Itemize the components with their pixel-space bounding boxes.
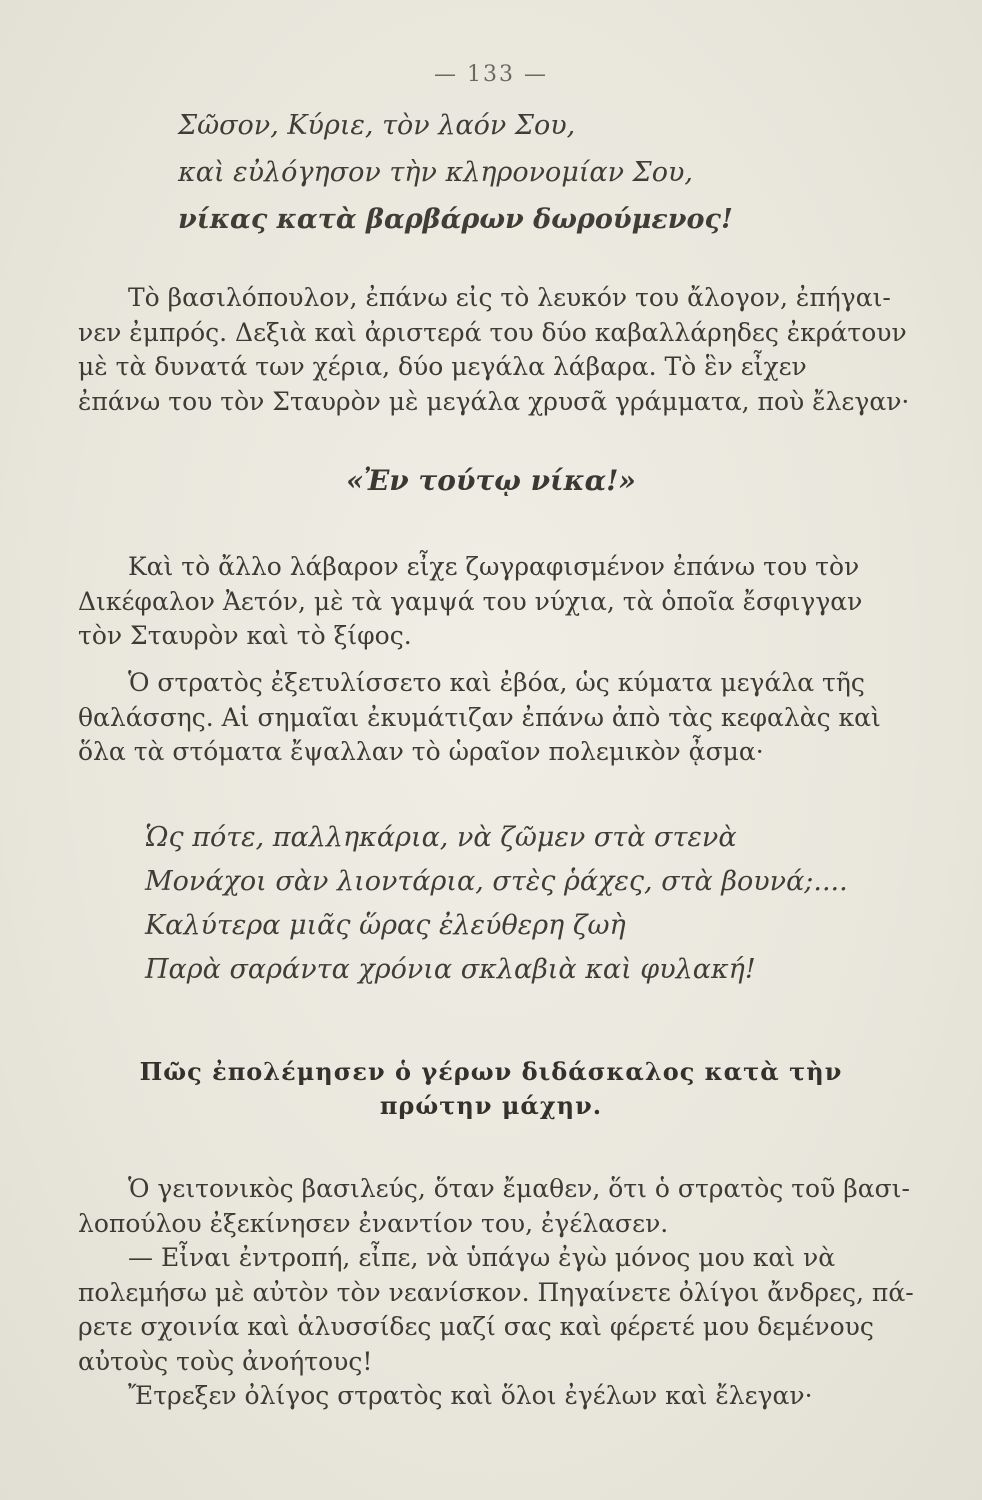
paragraph-line: ρετε σχοινία καὶ ἁλυσσίδες μαζί σας καὶ φέρετέ μου δεμένους (78, 1312, 874, 1341)
paragraph (78, 550, 932, 654)
paragraph-line: θαλάσσης. Αἱ σημαῖαι ἐκυμάτιζαν ἐπάνω ἀπὸ τὰς κεφαλὰς καὶ (78, 702, 881, 732)
hymn-line: Σῶσον, Κύριε, τὸν λαόν Σου, (178, 110, 576, 141)
paragraph-line: μὲ τὰ δυνατά των χέρια, δύο μεγάλα λάβαρα. Τὸ ἓν εἶχεν (78, 352, 807, 381)
hymn-line: νίκας κατὰ βαρβάρων δωρούμενος! (178, 204, 733, 235)
paragraph (78, 1379, 932, 1414)
paragraph-line: Ὁ γειτονικὸς βασιλεύς, ὅταν ἔμαθεν, ὅτι ὁ στρατὸς τοῦ βασι- (128, 1174, 910, 1203)
paragraph (78, 666, 932, 770)
paragraph-line: λοπούλου ἐξεκίνησεν ἐναντίον του, ἐγέλασεν. (78, 1208, 669, 1238)
paragraph-line: πολεμήσω μὲ αὐτὸν τὸν νεανίσκον. Πηγαίνετε ὀλίγοι ἄνδρες, πά- (78, 1277, 914, 1307)
paragraph-line: Ἔτρεξεν ὀλίγος στρατὸς καὶ ὅλοι ἐγέλων καὶ ἔλεγαν· (128, 1381, 813, 1410)
paragraph (78, 1241, 932, 1379)
section-heading-line: πρώτην μάχην. (379, 1091, 603, 1120)
verse-line: Καλύτερα μιᾶς ὥρας ἐλεύθερη ζωὴ (145, 910, 626, 941)
paragraph (78, 281, 932, 419)
banner-motto: «Ἐν τούτῳ νίκα!» (346, 464, 636, 497)
verse-line: Παρὰ σαράντα χρόνια σκλαβιὰ καὶ φυλακή! (145, 954, 756, 985)
paragraph-line: αὐτοὺς τοὺς ἀνοήτους! (78, 1346, 373, 1376)
verse-block (145, 816, 932, 992)
paragraph (78, 1172, 932, 1241)
verse-line: Μονάχοι σὰν λιοντάρια, στὲς ῥάχες, στὰ βουνά;.... (145, 866, 848, 897)
paragraph-line: Ὁ στρατὸς ἐξετυλίσσετο καὶ ἐβόα, ὡς κύματα μεγάλα τῆς (128, 668, 865, 697)
hymn-block (178, 102, 932, 243)
verse-line: Ὡς πότε, παλληκάρια, νὰ ζῶμεν στὰ στενὰ (145, 822, 737, 853)
page-number: — 133 — (434, 62, 548, 87)
paragraph-line: ὅλα τὰ στόματα ἔψαλλαν τὸ ὡραῖον πολεμικὸν ᾆσμα· (78, 737, 764, 766)
paragraph-line: Τὸ βασιλόπουλον, ἐπάνω εἰς τὸ λευκόν του ἄλογον, ἐπήγαι- (128, 283, 891, 312)
section-heading (90, 1055, 892, 1123)
paragraph-line: τὸν Σταυρὸν καὶ τὸ ξίφος. (78, 621, 412, 650)
paragraph-line: Δικέφαλον Ἀετόν, μὲ τὰ γαμψά του νύχια, τὰ ὁποῖα ἔσφιγγαν (78, 586, 863, 616)
paragraph-line: Καὶ τὸ ἄλλο λάβαρον εἶχε ζωγραφισμένον ἐπάνω του τὸν (128, 552, 860, 581)
paragraph-line: νεν ἐμπρός. Δεξιὰ καὶ ἀριστερά του δύο καβαλλάρηδες ἐκράτουν (78, 317, 907, 347)
paragraph-line: — Εἶναι ἐντροπή, εἶπε, νὰ ὑπάγω ἐγὼ μόνος μου καὶ νὰ (128, 1243, 836, 1272)
hymn-line: καὶ εὐλόγησον τὴν κληρονομίαν Σου, (178, 157, 693, 188)
paragraph-line: ἐπάνω του τὸν Σταυρὸν μὲ μεγάλα χρυσᾶ γράμματα, ποὺ ἔλεγαν· (78, 386, 910, 416)
section-heading-line: Πῶς ἐπολέμησεν ὁ γέρων διδάσκαλος κατὰ τὴν (139, 1057, 843, 1086)
